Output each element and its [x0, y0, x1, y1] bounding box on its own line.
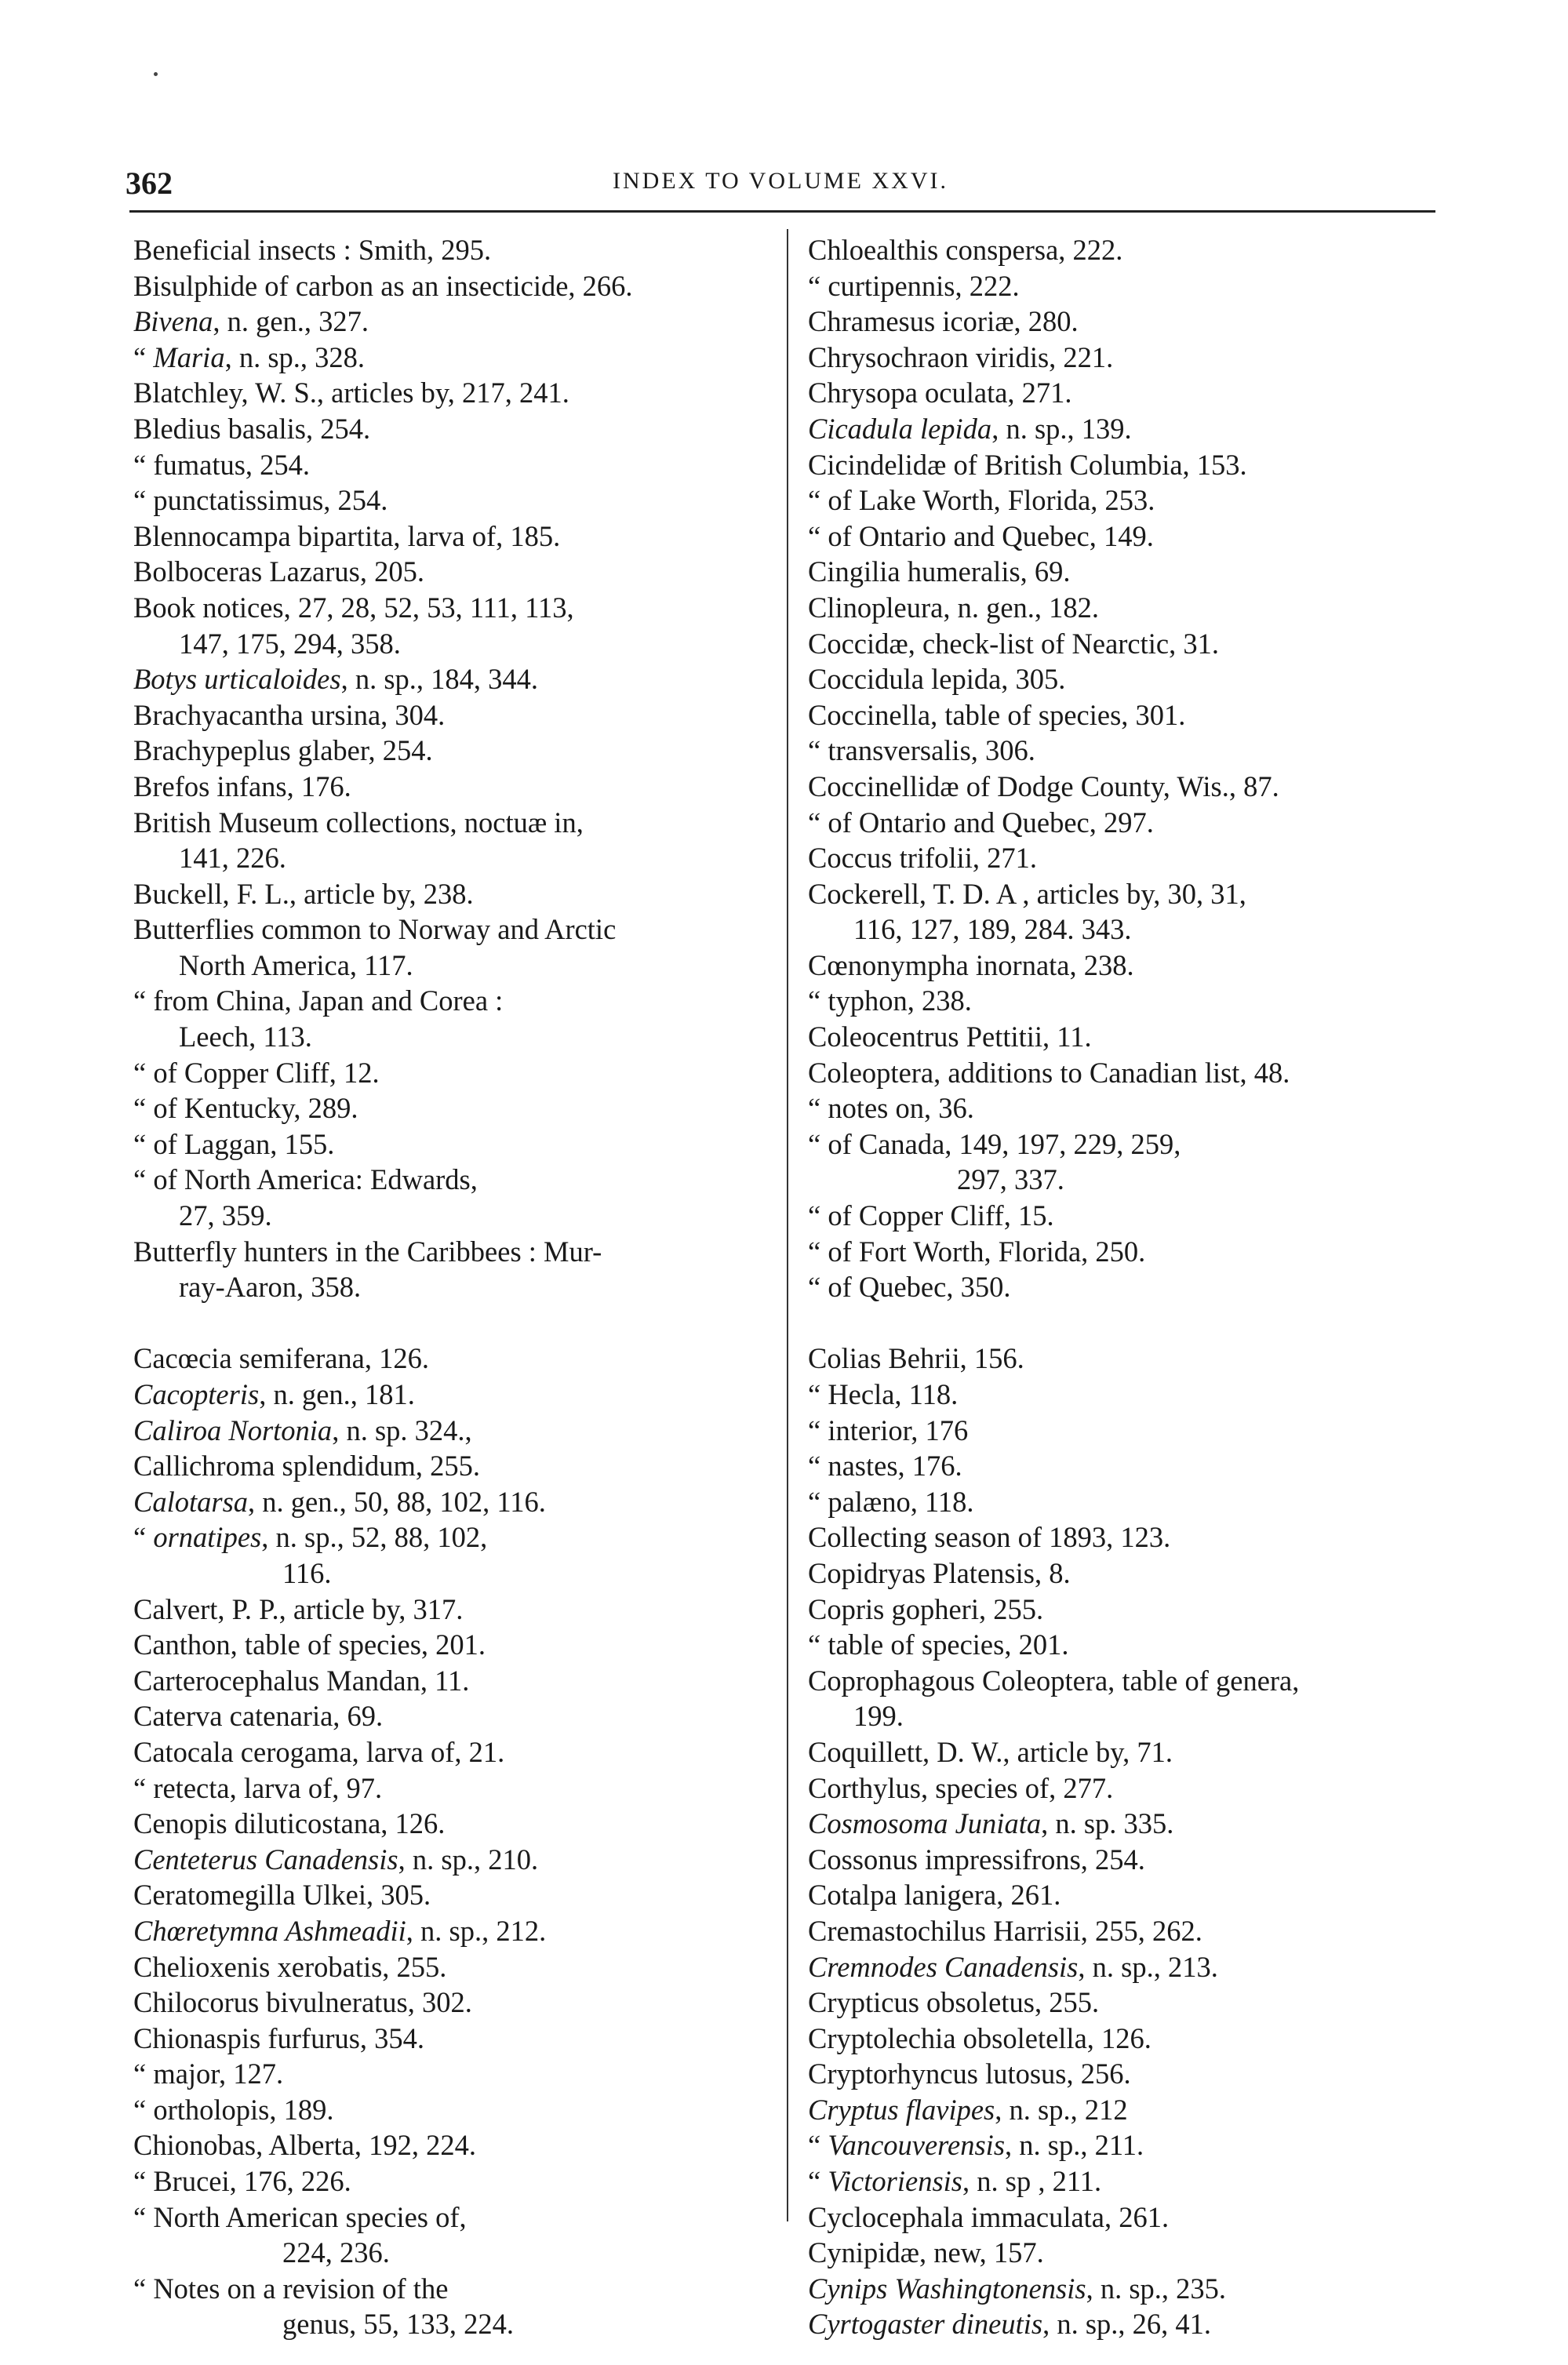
index-entry	[808, 1341, 1435, 1377]
index-entry	[808, 411, 1435, 447]
index-entry	[808, 2235, 1435, 2271]
index-entry	[808, 375, 1435, 411]
entry-italic-text: Cosmosoma Juniata	[808, 1807, 1042, 1840]
entry-text: , n. sp., 235.	[1086, 2272, 1227, 2305]
entry-text: Chilocorus bivulneratus, 302.	[133, 1986, 472, 2019]
entry-text: Calvert, P. P., article by, 317.	[133, 1592, 464, 1625]
index-entry	[133, 661, 765, 697]
entry-italic-text: Bivena	[133, 305, 213, 338]
index-entry	[808, 1519, 1435, 1555]
column-divider	[787, 229, 788, 2221]
entry-text: Coccidula lepida, 305.	[808, 663, 1066, 696]
entry-text: 116, 127, 189, 284. 343.	[853, 913, 1132, 946]
entry-italic-text: Victoriensis	[828, 2165, 962, 2198]
entry-text: Cacœcia semiferana, 126.	[133, 1342, 429, 1375]
entry-text: “ interior, 176	[808, 1414, 969, 1446]
entry-text: Cyclocephala immaculata, 261.	[808, 2200, 1170, 2233]
entry-text: Buckell, F. L., article by, 238.	[133, 877, 474, 910]
index-entry	[808, 1770, 1435, 1806]
entry-text: “ retecta, larva of, 97.	[133, 1771, 383, 1804]
index-entry	[808, 1555, 1435, 1592]
index-entry	[133, 1555, 765, 1592]
entry-text: 27, 359.	[179, 1199, 272, 1232]
index-column-left	[133, 232, 765, 2342]
entry-text: Clinopleura, n. gen., 182.	[808, 591, 1100, 624]
index-entry	[133, 1448, 765, 1484]
entry-text: Butterfly hunters in the Caribbees : Mur-	[133, 1235, 602, 1268]
entry-text: Bledius basalis, 254.	[133, 412, 371, 445]
index-entry	[133, 911, 765, 948]
entry-text: “ of Ontario and Quebec, 149.	[808, 519, 1154, 552]
index-entry	[133, 1985, 765, 2021]
index-entry	[133, 769, 765, 805]
index-entry	[133, 2092, 765, 2128]
index-entry	[808, 1985, 1435, 2021]
entry-text: “ of Fort Worth, Florida, 250.	[808, 1235, 1146, 1268]
entry-text: “ of Canada, 149, 197, 229, 259,	[808, 1127, 1181, 1160]
index-entry	[133, 1055, 765, 1091]
index-entry	[133, 375, 765, 411]
index-entry	[808, 1842, 1435, 1878]
entry-text: “ from China, Japan and Corea :	[133, 984, 504, 1017]
index-entry	[808, 2092, 1435, 2128]
entry-text: “	[133, 1521, 154, 1554]
index-entry	[133, 1592, 765, 1628]
entry-italic-text: Chœretymna Ashmeadii	[133, 1914, 406, 1947]
entry-text: Brachyacantha ursina, 304.	[133, 698, 446, 731]
index-entry	[808, 1448, 1435, 1484]
page-header	[126, 165, 1435, 204]
index-entry	[808, 1663, 1435, 1699]
entry-text: , n. sp., 184, 344.	[340, 663, 539, 696]
index-entry	[808, 1627, 1435, 1663]
entry-text: Collecting season of 1893, 123.	[808, 1521, 1171, 1554]
entry-text: 297, 337.	[957, 1163, 1064, 1196]
index-entry	[133, 304, 765, 340]
index-entry	[808, 482, 1435, 518]
entry-italic-text: Cremnodes Canadensis	[808, 1950, 1079, 1983]
entry-text: Catocala cerogama, larva of, 21.	[133, 1735, 505, 1768]
entry-text: “ of Copper Cliff, 15.	[808, 1199, 1054, 1232]
index-entry	[808, 1377, 1435, 1413]
entry-text: , n. gen., 327.	[213, 305, 369, 338]
entry-text: Cynipidæ, new, 157.	[808, 2236, 1044, 2269]
index-entry	[808, 2306, 1435, 2342]
entry-text: Book notices, 27, 28, 52, 53, 111, 113,	[133, 591, 574, 624]
index-entry	[133, 2235, 765, 2271]
entry-text: “ of Ontario and Quebec, 297.	[808, 806, 1154, 839]
entry-text: Bisulphide of carbon as an insecticide, 266.	[133, 269, 633, 302]
index-entry	[133, 1663, 765, 1699]
entry-text: “	[133, 340, 154, 373]
entry-italic-text: Maria	[153, 340, 225, 373]
entry-text: “ ortholopis, 189.	[133, 2093, 334, 2126]
index-entry	[808, 840, 1435, 876]
index-entry	[808, 805, 1435, 841]
entry-text: “ Notes on a revision of the	[133, 2272, 449, 2305]
entry-text: Chionobas, Alberta, 192, 224.	[133, 2129, 476, 2162]
entry-text: Cockerell, T. D. A , articles by, 30, 31,	[808, 877, 1246, 910]
index-entry	[133, 1698, 765, 1734]
entry-italic-text: ornatipes	[153, 1521, 262, 1554]
index-entry	[808, 1413, 1435, 1449]
index-entry	[133, 1090, 765, 1126]
entry-text: “ of Copper Cliff, 12.	[133, 1056, 380, 1089]
entry-text: Coccinellidæ of Dodge County, Wis., 87.	[808, 770, 1279, 802]
index-entry	[133, 876, 765, 912]
entry-text: Cotalpa lanigera, 261.	[808, 1879, 1061, 1912]
entry-text: Copris gopheri, 255.	[808, 1592, 1044, 1625]
index-entry	[808, 1592, 1435, 1628]
index-entry	[808, 983, 1435, 1019]
entry-text: “ of Lake Worth, Florida, 253.	[808, 484, 1155, 517]
index-entry	[133, 1842, 765, 1878]
index-entry	[808, 1090, 1435, 1126]
index-entry	[133, 2199, 765, 2236]
index-entry	[133, 411, 765, 447]
index-entry	[133, 2127, 765, 2163]
entry-text: Butterflies common to Norway and Arctic	[133, 913, 617, 946]
entry-text: “ of Kentucky, 289.	[133, 1092, 358, 1125]
index-entry	[808, 1806, 1435, 1842]
index-entry	[133, 1162, 765, 1198]
entry-text: Brachypeplus glaber, 254.	[133, 734, 433, 767]
entry-text: “ notes on, 36.	[808, 1092, 974, 1125]
entry-text: , n. gen., 50, 88, 102, 116.	[248, 1485, 546, 1518]
index-entry	[133, 948, 765, 984]
entry-text: Canthon, table of species, 201.	[133, 1628, 486, 1661]
entry-text: “ major, 127.	[133, 2058, 284, 2090]
running-title: INDEX TO VOLUME XXVI.	[613, 168, 948, 194]
index-entry	[808, 769, 1435, 805]
entry-text: Carterocephalus Mandan, 11.	[133, 1664, 470, 1697]
entry-text: “	[808, 2129, 828, 2162]
index-entry	[808, 876, 1435, 912]
entry-text: , n. sp., 26, 41.	[1042, 2308, 1212, 2341]
index-entry	[133, 2021, 765, 2057]
index-entry	[808, 1162, 1435, 1198]
speck-mark	[154, 72, 158, 76]
index-entry	[808, 1019, 1435, 1055]
index-entry	[808, 518, 1435, 555]
header-rule	[129, 210, 1435, 213]
index-entry	[133, 340, 765, 376]
index-entry	[808, 1698, 1435, 1734]
index-entry	[133, 1627, 765, 1663]
index-entry	[133, 733, 765, 769]
entry-text: , n. sp., 212.	[406, 1914, 547, 1947]
entry-italic-text: Cryptus flavipes	[808, 2093, 995, 2126]
index-entry	[808, 2163, 1435, 2199]
entry-italic-text: Cacopteris	[133, 1378, 260, 1410]
entry-text: Caterva catenaria, 69.	[133, 1700, 384, 1733]
index-entry	[133, 1305, 765, 1341]
entry-text: Chrysopa oculata, 271.	[808, 377, 1072, 409]
entry-text: “	[808, 2165, 828, 2198]
index-entry	[808, 1305, 1435, 1341]
entry-text-rest: , n. sp , 211.	[962, 2165, 1102, 2198]
index-entry	[808, 1877, 1435, 1913]
entry-text: 224, 236.	[282, 2236, 390, 2269]
index-entry	[133, 232, 765, 268]
entry-text: Cenopis diluticostana, 126.	[133, 1807, 446, 1840]
index-entry	[808, 2271, 1435, 2307]
index-entry	[133, 1413, 765, 1449]
entry-text: Coprophagous Coleoptera, table of genera,	[808, 1664, 1300, 1697]
entry-text: Coccinella, table of species, 301.	[808, 698, 1186, 731]
entry-text: genus, 55, 133, 224.	[282, 2308, 515, 2341]
entry-text: “ Hecla, 118.	[808, 1378, 959, 1410]
entry-text: 141, 226.	[179, 842, 286, 875]
entry-italic-text: Cyrtogaster dineutis	[808, 2308, 1043, 2341]
index-entry	[133, 1519, 765, 1555]
index-entry	[133, 268, 765, 304]
index-entry	[808, 304, 1435, 340]
entry-text: , n. sp., 139.	[991, 412, 1132, 445]
index-entry	[808, 1484, 1435, 1520]
entry-italic-text: Calotarsa	[133, 1485, 249, 1518]
entry-text: , n. sp., 213.	[1078, 1950, 1218, 1983]
entry-text-rest: , n. sp., 328.	[224, 340, 366, 373]
entry-italic-text: Caliroa Nortonia	[133, 1414, 333, 1446]
index-entry	[133, 1377, 765, 1413]
index-entry	[808, 1234, 1435, 1270]
index-entry	[133, 2056, 765, 2092]
entry-text: Coccus trifolii, 271.	[808, 842, 1037, 875]
index-entry	[133, 1234, 765, 1270]
entry-text: Leech, 113.	[179, 1021, 312, 1053]
entry-italic-text: Cicadula lepida	[808, 412, 992, 445]
index-entry	[133, 1019, 765, 1055]
entry-italic-text: Botys urticaloides	[133, 663, 341, 696]
index-entry	[808, 697, 1435, 733]
entry-italic-text: Cynips Washingtonensis	[808, 2272, 1086, 2305]
entry-text: 116.	[282, 1556, 332, 1589]
index-entry	[808, 268, 1435, 304]
index-entry	[808, 232, 1435, 268]
entry-italic-text: Vancouverensis	[828, 2129, 1006, 2162]
index-entry	[133, 626, 765, 662]
entry-text: Brefos infans, 176.	[133, 770, 351, 802]
index-entry	[133, 1341, 765, 1377]
entry-text: “ palæno, 118.	[808, 1485, 974, 1518]
entry-text: , n. sp., 212	[995, 2093, 1128, 2126]
entry-text: ray-Aaron, 358.	[179, 1271, 362, 1304]
index-entry	[808, 2021, 1435, 2057]
entry-text: Cicindelidæ of British Columbia, 153.	[808, 448, 1247, 481]
index-entry	[133, 2306, 765, 2342]
index-entry	[808, 911, 1435, 948]
index-entry	[808, 1269, 1435, 1305]
index-entry	[808, 1734, 1435, 1770]
entry-text: Bolboceras Lazarus, 205.	[133, 555, 424, 588]
entry-text: Cœnonympha inornata, 238.	[808, 948, 1134, 981]
index-entry	[133, 1269, 765, 1305]
index-entry	[808, 1126, 1435, 1162]
index-entry	[133, 1484, 765, 1520]
entry-text-rest: , n. sp., 211.	[1005, 2129, 1144, 2162]
index-entry	[808, 733, 1435, 769]
index-entry	[808, 2127, 1435, 2163]
entry-text: Blennocampa bipartita, larva of, 185.	[133, 519, 561, 552]
index-entry	[808, 661, 1435, 697]
entry-text: “ of North America: Edwards,	[133, 1163, 478, 1196]
entry-text: Coleocentrus Pettitii, 11.	[808, 1021, 1092, 1053]
index-entry	[808, 1913, 1435, 1949]
entry-text: Chelioxenis xerobatis, 255.	[133, 1950, 447, 1983]
entry-text: Chramesus icoriæ, 280.	[808, 305, 1079, 338]
index-entry	[808, 590, 1435, 626]
entry-text: “ punctatissimus, 254.	[133, 484, 388, 517]
entry-text: Chionaspis furfurus, 354.	[133, 2021, 425, 2054]
entry-text: Copidryas Platensis, 8.	[808, 1556, 1071, 1589]
entry-text: Corthylus, species of, 277.	[808, 1771, 1114, 1804]
entry-text: Cingilia humeralis, 69.	[808, 555, 1071, 588]
index-entry	[808, 1198, 1435, 1234]
entry-text: “ nastes, 176.	[808, 1450, 962, 1483]
entry-text: Crypticus obsoletus, 255.	[808, 1986, 1100, 2019]
entry-text: Beneficial insects : Smith, 295.	[133, 234, 492, 266]
index-entry	[808, 1949, 1435, 1985]
entry-text: Cossonus impressifrons, 254.	[808, 1843, 1145, 1876]
entry-text-rest: , n. sp., 52, 88, 102,	[261, 1521, 488, 1554]
entry-text: “ table of species, 201.	[808, 1628, 1069, 1661]
index-entry	[133, 1126, 765, 1162]
entry-text: “ of Quebec, 350.	[808, 1271, 1011, 1304]
index-entry	[808, 2056, 1435, 2092]
index-entry	[808, 1055, 1435, 1091]
entry-text: “ Brucei, 176, 226.	[133, 2165, 351, 2198]
entry-text: , n. sp. 324.,	[332, 1414, 472, 1446]
entry-text: , n. sp., 210.	[398, 1843, 539, 1876]
entry-text: Chrysochraon viridis, 221.	[808, 340, 1114, 373]
index-entry	[133, 1806, 765, 1842]
entry-italic-text: Centeterus Canadensis	[133, 1843, 398, 1876]
entry-text: , n. gen., 181.	[259, 1378, 415, 1410]
entry-text: Coleoptera, additions to Canadian list, 48.	[808, 1056, 1290, 1089]
entry-text: “ North American species of,	[133, 2200, 467, 2233]
index-entry	[808, 948, 1435, 984]
index-entry	[133, 2271, 765, 2307]
index-entry	[808, 340, 1435, 376]
entry-text: , n. sp. 335.	[1041, 1807, 1174, 1840]
index-column-right	[808, 232, 1435, 2342]
index-entry	[133, 554, 765, 590]
entry-text: Blatchley, W. S., articles by, 217, 241.	[133, 377, 569, 409]
index-entry	[808, 447, 1435, 483]
entry-text: North America, 117.	[179, 948, 413, 981]
entry-text: Ceratomegilla Ulkei, 305.	[133, 1879, 431, 1912]
entry-text: Colias Behrii, 156.	[808, 1342, 1024, 1375]
index-entry	[133, 1949, 765, 1985]
index-entry	[133, 840, 765, 876]
entry-text: “ of Laggan, 155.	[133, 1127, 335, 1160]
entry-text: 199.	[853, 1700, 904, 1733]
entry-text: Cremastochilus Harrisii, 255, 262.	[808, 1914, 1202, 1947]
index-entry	[133, 1877, 765, 1913]
index-entry	[808, 626, 1435, 662]
index-entry	[133, 697, 765, 733]
index-entry	[133, 1770, 765, 1806]
entry-text: “ fumatus, 254.	[133, 448, 311, 481]
index-entry	[133, 1734, 765, 1770]
entry-text: Cryptorhyncus lutosus, 256.	[808, 2058, 1131, 2090]
index-entry	[133, 983, 765, 1019]
entry-text: “ curtipennis, 222.	[808, 269, 1020, 302]
page-number: 362	[126, 166, 173, 201]
index-entry	[133, 2163, 765, 2199]
index-entry	[133, 518, 765, 555]
index-entry	[133, 447, 765, 483]
entry-text: “ typhon, 238.	[808, 984, 972, 1017]
entry-text: “ transversalis, 306.	[808, 734, 1035, 767]
index-entry	[133, 590, 765, 626]
entry-text: Cryptolechia obsoletella, 126.	[808, 2021, 1151, 2054]
entry-text: Chloealthis conspersa, 222.	[808, 234, 1123, 266]
index-entry	[808, 2199, 1435, 2236]
entry-text: Coccidæ, check-list of Nearctic, 31.	[808, 627, 1219, 660]
index-entry	[133, 805, 765, 841]
index-entry	[133, 1913, 765, 1949]
entry-text: 147, 175, 294, 358.	[179, 627, 401, 660]
entry-text: British Museum collections, noctuæ in,	[133, 806, 584, 839]
entry-text: Callichroma splendidum, 255.	[133, 1450, 480, 1483]
index-entry	[133, 482, 765, 518]
index-entry	[808, 554, 1435, 590]
index-entry	[133, 1198, 765, 1234]
entry-text: Coquillett, D. W., article by, 71.	[808, 1735, 1173, 1768]
